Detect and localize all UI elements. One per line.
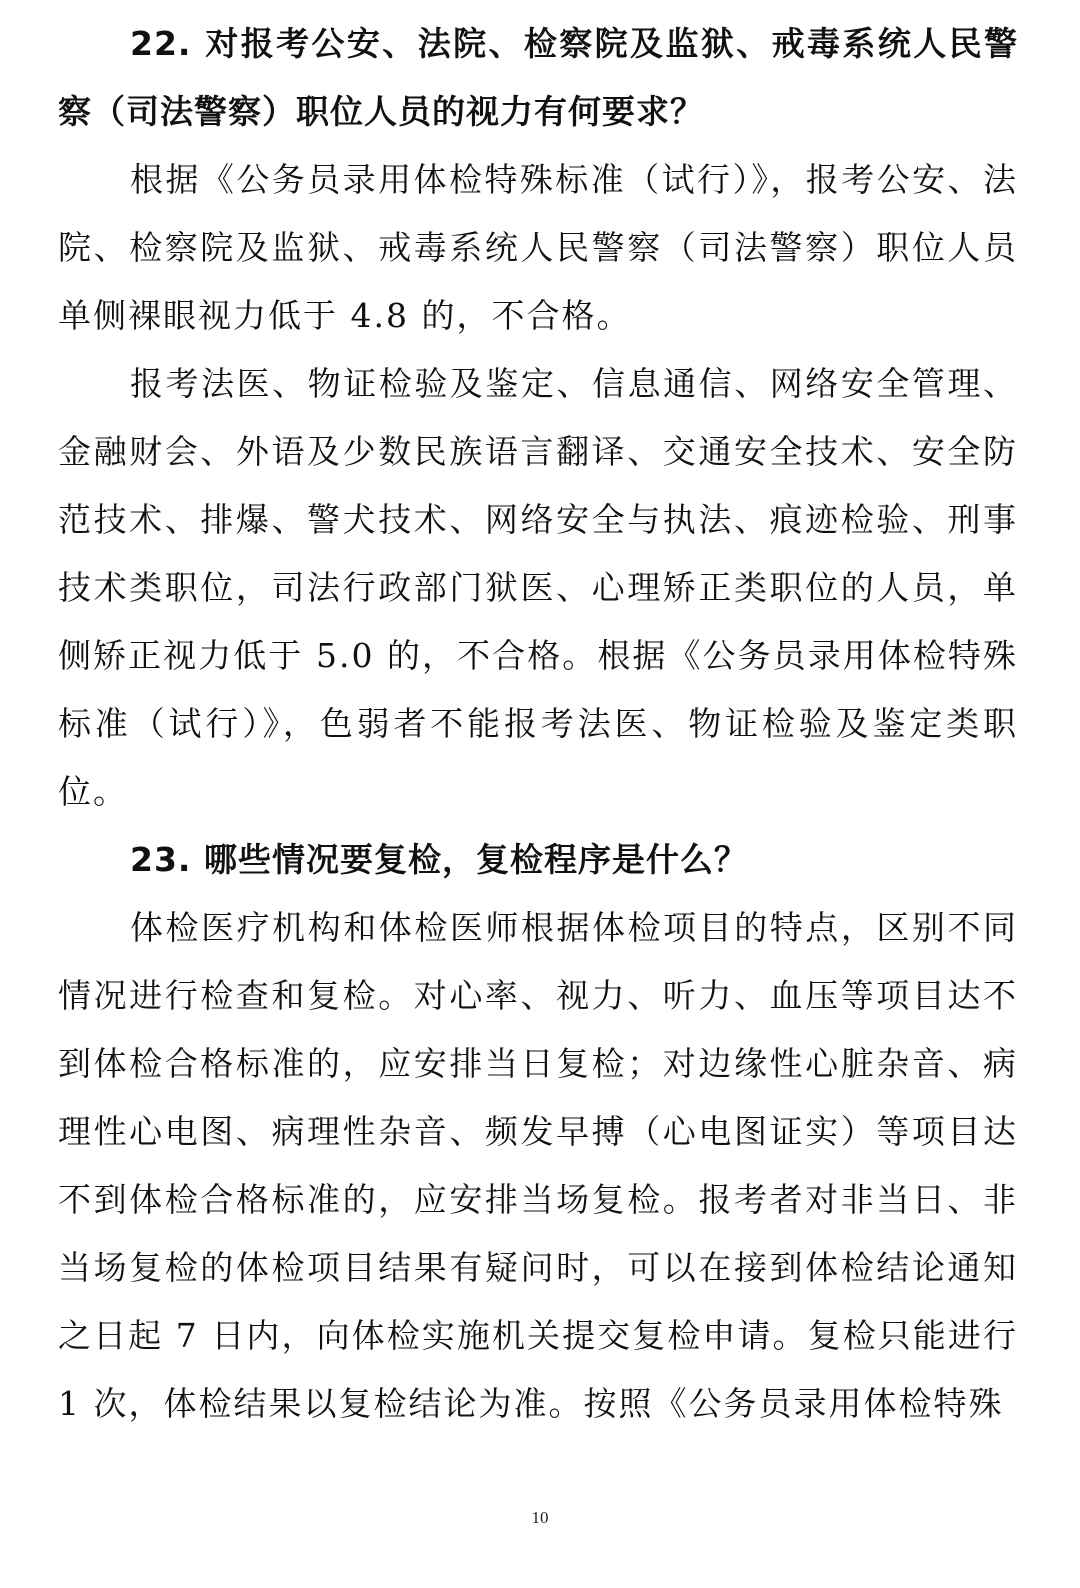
question-23-answer-paragraph-1: 体检医疗机构和体检医师根据体检项目的特点，区别不同情况进行检查和复检。对心率、视力、听力、血压等项目达不到体检合格标准的，应安排当日复检；对边缘性心脏杂音、病理性心电图、病理性杂音、频发早搏（心电图证实）等项目达不到体检合格标准的，应安排当场复检。报考者对非当日、非当场复检的体检项目结果有疑问时，可以在接到体检结论通知之日起 7 日内，向体检实施机关提交复检申请。复检只能进行 1 次，体检结果以复检结论为准。按照《公务员录用体检特殊 bbox=[58, 908, 1018, 1423]
question-23-heading: 23. 哪些情况要复检，复检程序是什么？ bbox=[130, 840, 748, 879]
question-22-heading: 22. 对报考公安、法院、检察院及监狱、戒毒系统人民警察（司法警察）职位人员的视力有何要求？ bbox=[58, 24, 1018, 131]
page-number: 10 bbox=[531, 1508, 549, 1527]
question-22-answer-paragraph-1: 根据《公务员录用体检特殊标准（试行）》，报考公安、法院、检察院及监狱、戒毒系统人民警察（司法警察）职位人员单侧裸眼视力低于 4.8 的，不合格。 bbox=[58, 160, 1018, 335]
document-body bbox=[58, 10, 1018, 1438]
question-22-answer-paragraph-2: 报考法医、物证检验及鉴定、信息通信、网络安全管理、金融财会、外语及少数民族语言翻译、交通安全技术、安全防范技术、排爆、警犬技术、网络安全与执法、痕迹检验、刑事技术类职位，司法行政部门狱医、心理矫正类职位的人员，单侧矫正视力低于 5.0 的，不合格。根据《公务员录用体检特殊标准（试行）》，色弱者不能报考法医、物证检验及鉴定类职位。 bbox=[58, 364, 1018, 811]
